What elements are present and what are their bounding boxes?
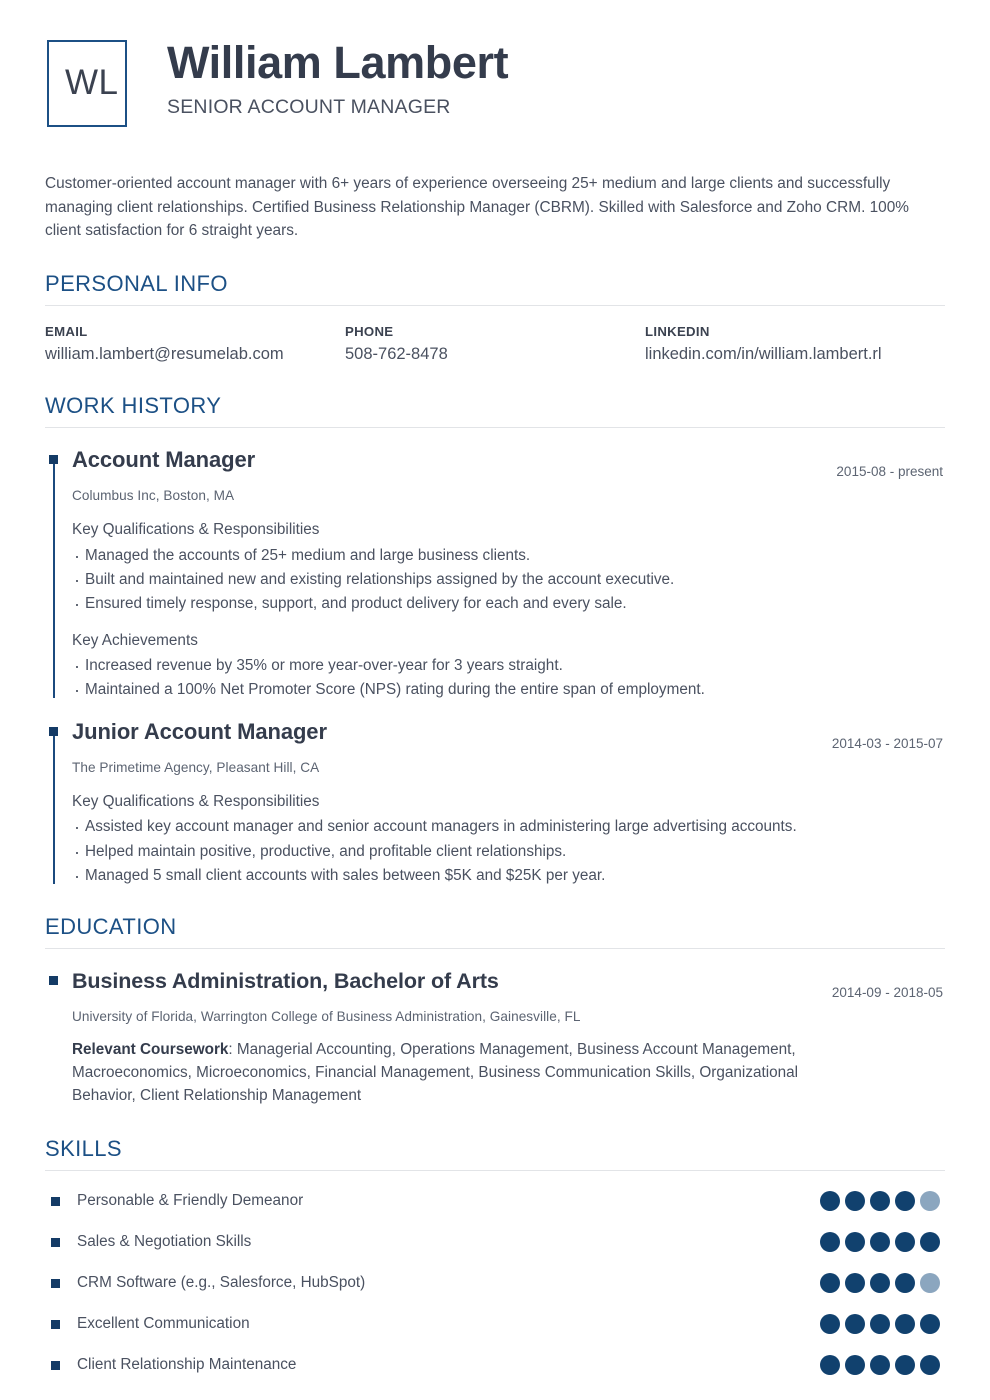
rating-dot-filled: [820, 1314, 840, 1334]
section-personal-info: [45, 272, 945, 365]
skill-rating: [820, 1191, 945, 1211]
skill-name: Excellent Communication: [77, 1315, 250, 1333]
rating-dot-filled: [820, 1191, 840, 1211]
block-label: Key Achievements: [72, 631, 198, 649]
contact-label-phone: PHONE: [345, 324, 394, 340]
contact-grid: [45, 324, 945, 365]
list-item: · Helped maintain positive, productive, and profitable client relationships.: [72, 841, 945, 862]
section-heading-personal-info: PERSONAL INFO: [45, 271, 228, 297]
header-job-title: SENIOR ACCOUNT MANAGER: [167, 96, 451, 119]
rating-dot-filled: [895, 1355, 915, 1375]
skills-list: [45, 1181, 945, 1386]
work-entry: [45, 448, 945, 700]
skill-row: [45, 1181, 945, 1222]
rating-dot-filled: [870, 1355, 890, 1375]
list-item: · Ensured timely response, support, and product delivery for each and every sale.: [72, 593, 945, 614]
coursework-label: Relevant Coursework: [72, 1040, 229, 1058]
professional-summary: Customer-oriented account manager with 6+ years of experience overseeing 25+ medium and large clients and successfully managing client relationships. Certified Business Relationship Manager (CBRM). Skilled with Salesforce and Zoho CRM. 100% client satisfaction for 6 straight years.: [45, 175, 909, 240]
rating-dot-filled: [870, 1232, 890, 1252]
rating-dot-filled: [845, 1314, 865, 1334]
rating-dot-empty: [920, 1191, 940, 1211]
square-bullet-icon: [51, 1279, 60, 1288]
rating-dot-filled: [820, 1232, 840, 1252]
block-label: Key Qualifications & Responsibilities: [72, 521, 320, 539]
skill-rating: [820, 1355, 945, 1375]
page-title: William Lambert: [167, 37, 509, 88]
rating-dot-filled: [920, 1355, 940, 1375]
work-entry-header: [72, 720, 945, 751]
contact-field-phone: [345, 324, 645, 365]
work-entry-block: [72, 630, 945, 700]
skill-left-group: [45, 1274, 365, 1292]
work-entry-header: [72, 448, 945, 479]
bullet-list: [72, 816, 945, 885]
list-item: · Increased revenue by 35% or more year-over-year for 3 years straight.: [72, 655, 945, 676]
skill-name: Sales & Negotiation Skills: [77, 1233, 252, 1251]
section-education: [45, 915, 945, 1108]
resume-header: [45, 0, 945, 134]
list-item: · Maintained a 100% Net Promoter Score (NPS) rating during the entire span of employment.: [72, 679, 945, 700]
section-divider: [45, 1170, 945, 1171]
skill-row: [45, 1304, 945, 1345]
rating-dot-filled: [845, 1355, 865, 1375]
education-entry: [45, 969, 945, 1108]
contact-value-linkedin[interactable]: linkedin.com/in/william.lambert.rl: [645, 345, 882, 364]
square-bullet-icon: [51, 1238, 60, 1247]
rating-dot-filled: [895, 1191, 915, 1211]
section-heading-education: EDUCATION: [45, 913, 177, 939]
contact-field-email: [45, 324, 345, 365]
work-entry-date: 2014-03 - 2015-07: [831, 736, 943, 752]
skill-left-group: [45, 1315, 250, 1333]
list-item: · Managed 5 small client accounts with sales between $5K and $25K per year.: [72, 865, 945, 886]
education-entry-header: [72, 969, 945, 1000]
coursework-value: : Managerial Accounting, Operations Management, Business Account Management, Macroeconomics, Microeconomics, Financial Management, Business Communication Skills, Organizational Behavior, Client Relationship Management: [72, 1040, 799, 1105]
work-entry-title: Junior Account Manager: [72, 719, 327, 745]
skill-rating: [820, 1314, 945, 1334]
rating-dot-filled: [920, 1232, 940, 1252]
timeline-line: [53, 464, 55, 698]
block-label: Key Qualifications & Responsibilities: [72, 793, 320, 811]
skill-row: [45, 1263, 945, 1304]
square-bullet-icon: [51, 1197, 60, 1206]
rating-dot-filled: [870, 1314, 890, 1334]
timeline-line: [53, 736, 55, 884]
rating-dot-filled: [895, 1314, 915, 1334]
section-divider: [45, 427, 945, 428]
timeline-square-icon: [49, 727, 58, 736]
skill-rating: [820, 1232, 945, 1252]
timeline-square-icon: [49, 976, 58, 985]
skill-name: CRM Software (e.g., Salesforce, HubSpot): [77, 1274, 366, 1292]
skill-row: [45, 1345, 945, 1386]
skill-name: Personable & Friendly Demeanor: [77, 1192, 304, 1210]
section-work-history: [45, 394, 945, 886]
skill-row: [45, 1222, 945, 1263]
square-bullet-icon: [51, 1320, 60, 1329]
rating-dot-filled: [870, 1191, 890, 1211]
education-entry-organization: University of Florida, Warrington College of Business Administration, Gainesville, FL: [72, 1008, 581, 1024]
section-divider: [45, 305, 945, 306]
education-entry-title: Business Administration, Bachelor of Arts: [72, 968, 499, 993]
section-skills: [45, 1137, 945, 1386]
monogram-logo: [45, 36, 132, 134]
skill-left-group: [45, 1233, 251, 1251]
education-entry-date: 2014-09 - 2018-05: [831, 984, 943, 1000]
list-item: · Built and maintained new and existing relationships assigned by the account executive.: [72, 569, 945, 590]
timeline-square-icon: [49, 455, 58, 464]
square-bullet-icon: [51, 1361, 60, 1370]
work-entry-block: [72, 519, 945, 614]
contact-label-email: EMAIL: [45, 324, 88, 340]
rating-dot-empty: [920, 1273, 940, 1293]
work-entry-title: Account Manager: [72, 447, 256, 473]
skill-left-group: [45, 1356, 296, 1374]
contact-field-linkedin: [645, 324, 945, 365]
contact-value-phone[interactable]: 508-762-8478: [345, 345, 448, 364]
work-entry-organization: Columbus Inc, Boston, MA: [72, 488, 235, 504]
rating-dot-filled: [845, 1191, 865, 1211]
contact-label-linkedin: LINKEDIN: [645, 324, 710, 340]
rating-dot-filled: [895, 1273, 915, 1293]
work-entry-date: 2015-08 - present: [836, 464, 943, 480]
rating-dot-filled: [820, 1273, 840, 1293]
contact-value-email[interactable]: william.lambert@resumelab.com: [45, 345, 284, 364]
list-item: · Assisted key account manager and senior account managers in administering large advertising accounts.: [72, 816, 945, 837]
section-divider: [45, 948, 945, 949]
work-entry-block: [72, 791, 945, 886]
list-item: · Managed the accounts of 25+ medium and large business clients.: [72, 545, 945, 566]
skill-rating: [820, 1273, 945, 1293]
education-coursework: [72, 1038, 832, 1108]
rating-dot-filled: [920, 1314, 940, 1334]
rating-dot-filled: [895, 1232, 915, 1252]
monogram-initials: WL: [61, 61, 121, 105]
bullet-list: [72, 655, 945, 700]
rating-dot-filled: [845, 1232, 865, 1252]
section-heading-work-history: WORK HISTORY: [45, 393, 222, 419]
skill-left-group: [45, 1192, 303, 1210]
section-heading-skills: SKILLS: [45, 1135, 123, 1161]
rating-dot-filled: [820, 1355, 840, 1375]
work-entry-organization: The Primetime Agency, Pleasant Hill, CA: [72, 760, 320, 776]
rating-dot-filled: [870, 1273, 890, 1293]
header-text-group: [132, 34, 508, 119]
rating-dot-filled: [845, 1273, 865, 1293]
bullet-list: [72, 545, 945, 614]
skill-name: Client Relationship Maintenance: [77, 1356, 297, 1374]
work-entry: [45, 720, 945, 886]
